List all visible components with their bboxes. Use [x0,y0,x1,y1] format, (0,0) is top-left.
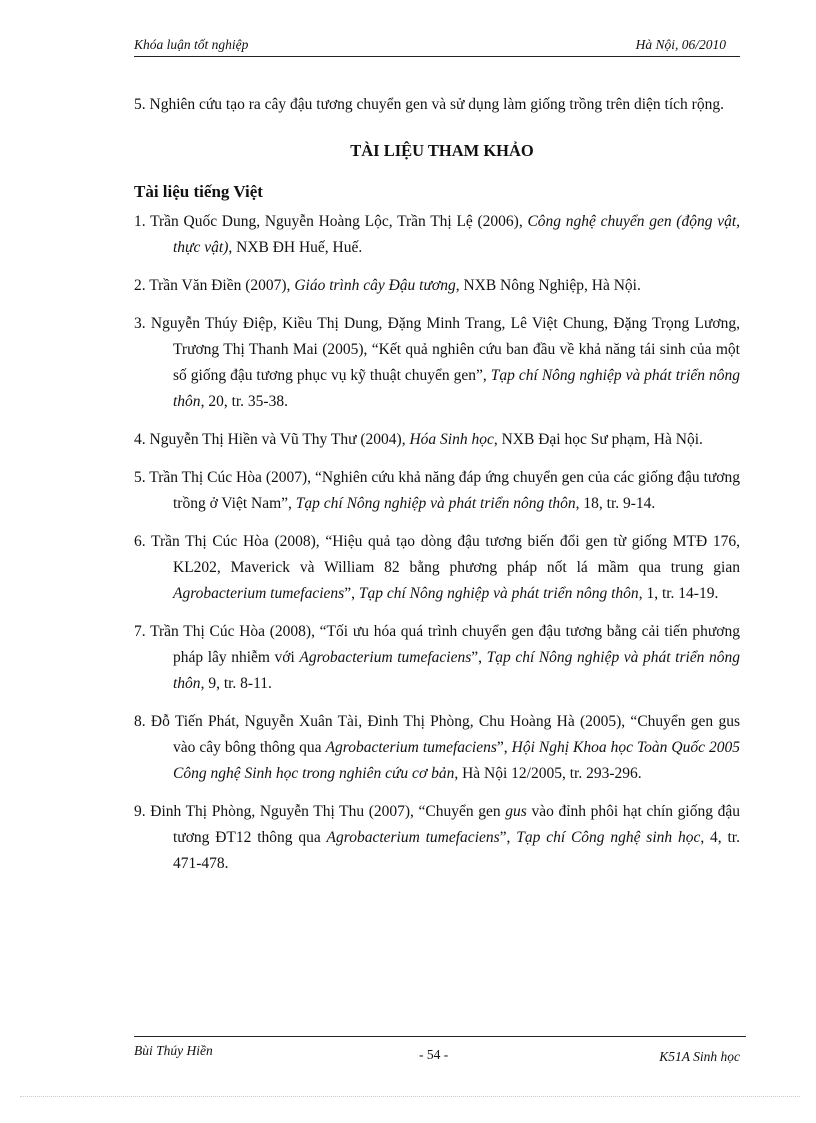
reference-item: 7. Trần Thị Cúc Hòa (2008), “Tối ưu hóa quá trình chuyển gen đậu tương bằng cải tiến phương pháp lây nhiễm với Agrobacterium tumefaciens”, Tạp chí Nông nghiệp và phát triển nông thôn, 9, tr. 8-11. [134,623,740,692]
page-header [134,36,740,57]
subsection-title: Tài liệu tiếng Việt [134,182,263,201]
reference-item: 4. Nguyễn Thị Hiền và Vũ Thy Thư (2004), Hóa Sinh học, NXB Đại học Sư phạm, Hà Nội. [134,431,703,448]
footer-author: Bùi Thúy Hiền [134,1043,213,1058]
header-right: Hà Nội, 06/2010 [635,37,726,52]
reference-item: 1. Trần Quốc Dung, Nguyễn Hoàng Lộc, Trần Thị Lệ (2006), Công nghệ chuyển gen (động vật, thực vật), NXB ĐH Huế, Huế. [134,213,741,256]
page-number: - 54 - [419,1047,449,1062]
page-footer [134,1036,746,1077]
reference-item: 6. Trần Thị Cúc Hòa (2008), “Hiệu quả tạo dòng đậu tương biến đổi gen từ giống MTĐ 176, KL202, Maverick và William 82 bằng phương pháp nốt lá mầm qua trung gian Agrobacterium tumefaciens”, Tạp chí Nông nghiệp và phát triển nông thôn, 1, tr. 14-19. [134,533,740,602]
section-title: TÀI LIỆU THAM KHẢO [350,141,534,160]
reference-list [134,209,740,877]
reference-item: 2. Trần Văn Điền (2007), Giáo trình cây Đậu tương, NXB Nông Nghiệp, Hà Nội. [134,277,641,294]
reference-item: 3. Nguyễn Thúy Điệp, Kiều Thị Dung, Đặng Minh Trang, Lê Việt Chung, Đặng Trọng Lương, Trương Thị Thanh Mai (2005), “Kết quả nghiên cứu ban đầu về khả năng tái sinh của một số giống đậu tương phục vụ kỹ thuật chuyển gen”, Tạp chí Nông nghiệp và phát triển nông thôn, 20, tr. 35-38. [134,315,740,410]
page-body [134,92,740,877]
footer-class: K51A Sinh học [659,1049,740,1064]
bottom-divider [20,1096,800,1097]
reference-item: 5. Trần Thị Cúc Hòa (2007), “Nghiên cứu khả năng đáp ứng chuyển gen của các giống đậu tương trồng ở Việt Nam”, Tạp chí Nông nghiệp và phát triển nông thôn, 18, tr. 9-14. [134,469,740,512]
reference-item: 9. Đinh Thị Phòng, Nguyễn Thị Thu (2007), “Chuyển gen gus vào đỉnh phôi hạt chín giống đậu tương ĐT12 thông qua Agrobacterium tumefaciens”, Tạp chí Công nghệ sinh học, 4, tr. 471-478. [134,803,740,872]
header-left: Khóa luận tốt nghiệp [134,37,249,52]
reference-item: 8. Đỗ Tiến Phát, Nguyễn Xuân Tài, Đinh Thị Phòng, Chu Hoàng Hà (2005), “Chuyển gen gus vào cây bông thông qua Agrobacterium tumefaciens”, Hội Nghị Khoa học Toàn Quốc 2005 Công nghệ Sinh học trong nghiên cứu cơ bản, Hà Nội 12/2005, tr. 293-296. [134,713,741,782]
intro-item: 5. Nghiên cứu tạo ra cây đậu tương chuyển gen và sử dụng làm giống trồng trên diện tích rộng. [134,96,724,113]
